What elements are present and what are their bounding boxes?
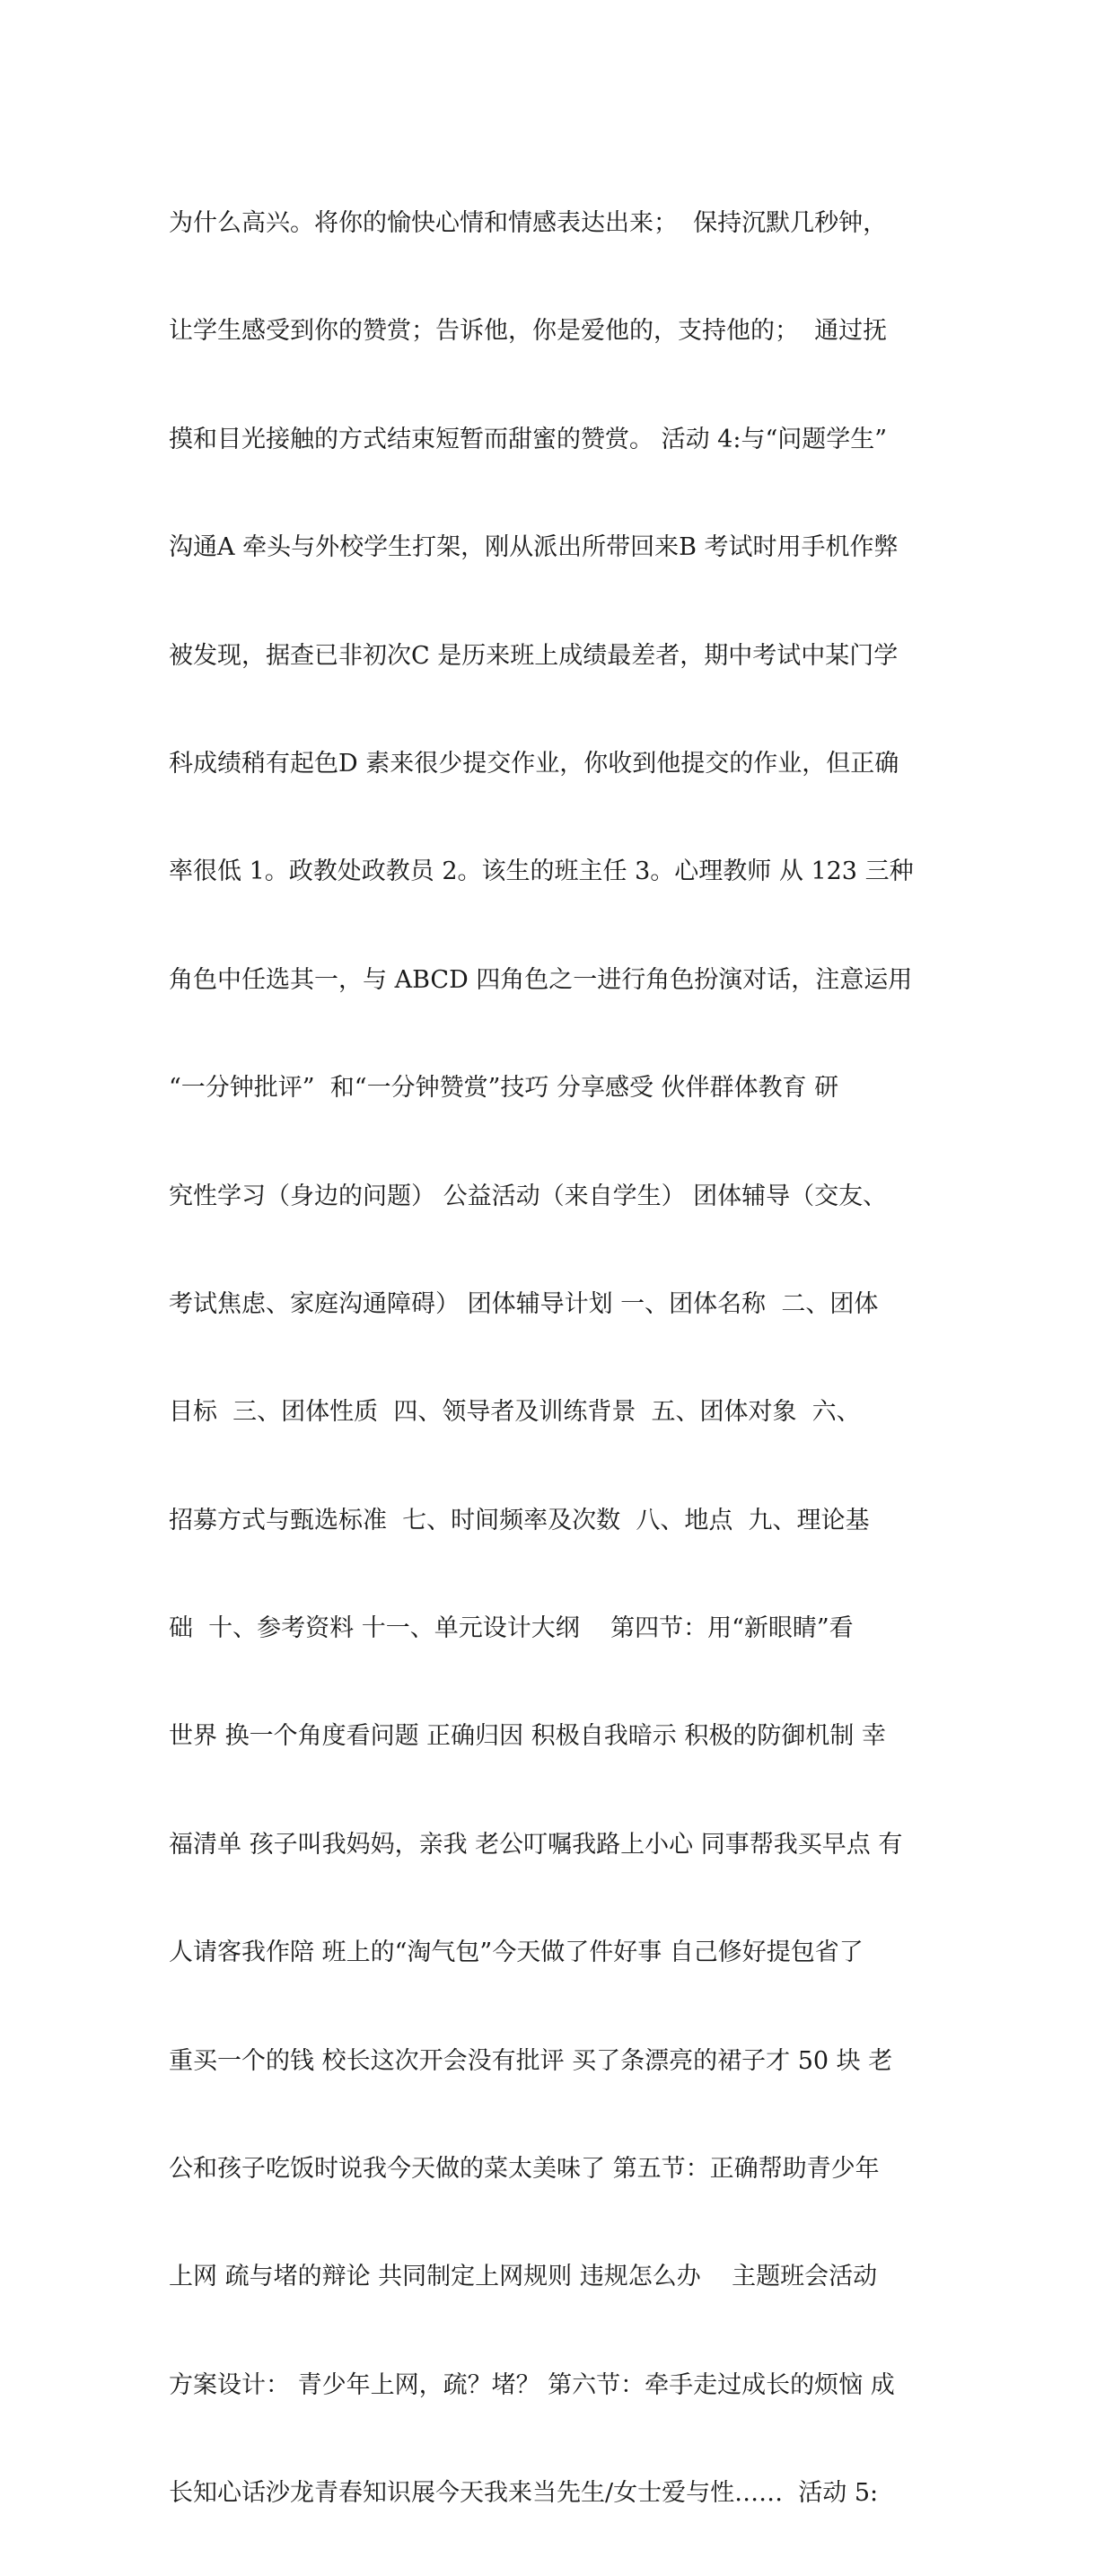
text-line: 让学生感受到你的赞赏；告诉他，你是爱他的，支持他的； 通过抚	[169, 317, 888, 346]
text-line: 长知心话沙龙青春知识展今天我来当先生/女士爱与性…… 活动 5:	[169, 2479, 879, 2508]
text-line: 人请客我作陪 班上的“淘气包”今天做了件好事 自己修好提包省了	[169, 1939, 864, 1967]
text-line: 为什么高兴。将你的愉快心情和情感表达出来； 保持沉默几秒钟，	[169, 209, 888, 237]
text-line: 沟通A 牵头与外校学生打架，刚从派出所带回来B 考试时用手机作弊	[169, 533, 899, 562]
text-line: 率很低 1。政教处政教员 2。该生的班主任 3。心理教师 从 123 三种	[169, 857, 914, 886]
text-line: 摸和目光接触的方式结束短暂而甜蜜的赞赏。 活动 4:与“问题学生”	[169, 425, 888, 453]
text-line: 世界 换一个角度看问题 正确归因 积极自我暗示 积极的防御机制 幸	[169, 1722, 886, 1751]
body-text	[169, 142, 959, 2576]
text-line: 被发现，据查已非初次C 是历来班上成绩最差者，期中考试中某门学	[169, 641, 899, 670]
text-line: 究性学习（身边的问题） 公益活动（来自学生） 团体辅导（交友、	[169, 1182, 888, 1210]
text-line: 目标 三、团体性质 四、领导者及训练背景 五、团体对象 六、	[169, 1398, 861, 1427]
text-line: 福清单 孩子叫我妈妈，亲我 老公叮嘱我路上小心 同事帮我买早点 有	[169, 1830, 903, 1859]
text-line: 科成绩稍有起色D 素来很少提交作业，你收到他提交的作业，但正确	[169, 749, 899, 778]
text-line: 重买一个的钱 校长这次开会没有批评 买了条漂亮的裙子才 50 块 老	[169, 2046, 893, 2075]
text-line: 公和孩子吃饭时说我今天做的菜太美味了 第五节：正确帮助青少年	[169, 2155, 880, 2184]
text-line: 础 十、参考资料 十一、单元设计大纲 第四节：用“新眼睛”看	[169, 1614, 854, 1643]
text-line: 角色中任选其一，与 ABCD 四角色之一进行角色扮演对话，注意运用	[169, 965, 913, 994]
text-line: “一分钟批评” 和“一分钟赞赏”技巧 分享感受 伙伴群体教育 研	[169, 1074, 839, 1103]
text-line: 上网 疏与堵的辩论 共同制定上网规则 违规怎么办 主题班会活动	[169, 2263, 878, 2291]
text-line: 招募方式与甄选标准 七、时间频率及次数 八、地点 九、理论基	[169, 1506, 870, 1534]
text-line: 方案设计： 青少年上网，疏？堵？ 第六节：牵手走过成长的烦恼 成	[169, 2370, 895, 2399]
text-line: 考试焦虑、家庭沟通障碍） 团体辅导计划 一、团体名称 二、团体	[169, 1289, 879, 1318]
